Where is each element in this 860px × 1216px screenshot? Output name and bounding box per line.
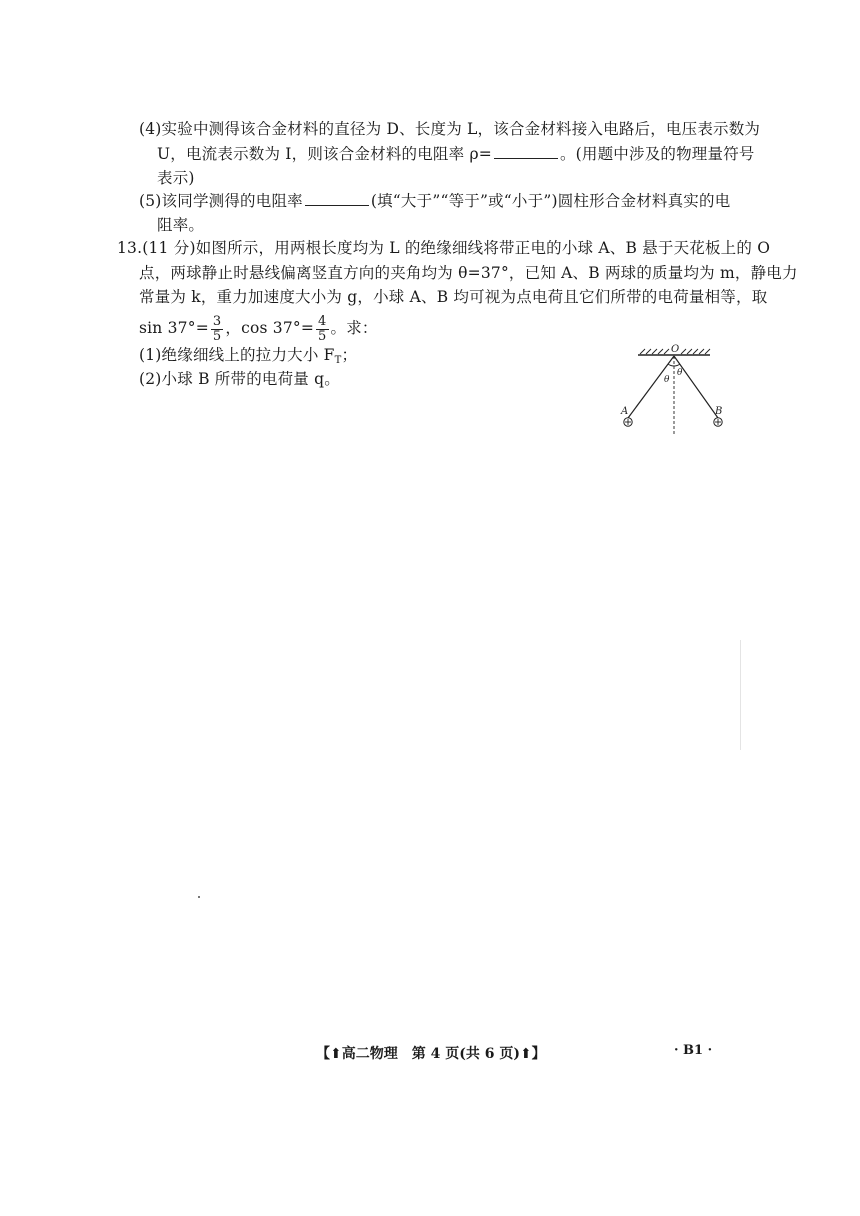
q12-part4-line3 bbox=[157, 167, 195, 189]
sin-fraction bbox=[211, 315, 223, 344]
thread-a bbox=[628, 356, 674, 418]
q12-part4-text2b: 。(用题中涉及的物理量符号 bbox=[559, 145, 755, 163]
cos-numerator: 4 bbox=[318, 313, 327, 329]
page-code: · B1 · bbox=[674, 1043, 713, 1058]
q13-sub2 bbox=[139, 368, 340, 390]
thread-b bbox=[674, 356, 718, 418]
cos-denominator: 5 bbox=[318, 328, 327, 344]
page-footer: 【⬆高二物理 第 4 页(共 6 页)⬆】 bbox=[316, 1046, 546, 1062]
q13-sub1-text: (1)绝缘细线上的拉力大小 F bbox=[139, 346, 335, 364]
sin-numerator: 3 bbox=[212, 313, 222, 329]
q12-part4-text1: (4)实验中测得该合金材料的直径为 D、长度为 L，该合金材料接入电路后，电压表示数为 bbox=[139, 120, 761, 138]
label-theta-right: θ bbox=[677, 368, 683, 378]
q13-sub2-text: (2)小球 B 所带的电荷量 q。 bbox=[139, 370, 340, 388]
q12-part5-text2: 阻率。 bbox=[157, 216, 205, 234]
pendulum-figure bbox=[614, 340, 724, 440]
q12-part5-text1a: (5)该同学测得的电阻率 bbox=[139, 192, 303, 210]
sin-label: sin 37°= bbox=[139, 319, 209, 337]
cos-fraction bbox=[316, 315, 328, 344]
ball-b bbox=[714, 418, 722, 426]
label-b: B bbox=[715, 406, 723, 417]
q13-sub1-end: ； bbox=[341, 346, 358, 364]
q13-text1: 13.(11 分)如图所示，用两根长度均为 L 的绝缘细线将带正电的小球 A、B 悬于天花板上的 O bbox=[117, 239, 771, 257]
q12-part5-line2 bbox=[157, 214, 204, 236]
q12-part4-text2a: U，电流表示数为 I，则该合金材料的电阻率 ρ= bbox=[157, 145, 492, 163]
comparison-answer-blank[interactable] bbox=[305, 191, 369, 206]
ball-a bbox=[624, 418, 632, 426]
q13-line1 bbox=[117, 237, 770, 259]
ask-text: 。求： bbox=[330, 319, 378, 337]
q12-part5-line1 bbox=[139, 190, 730, 212]
label-a: A bbox=[621, 406, 629, 417]
q13-text2: 点，两球静止时悬线偏离竖直方向的夹角均为 θ=37°，已知 A、B 两球的质量均为 m，静电力 bbox=[139, 264, 798, 282]
q13-trig-line bbox=[139, 313, 378, 344]
q12-part4-line1 bbox=[139, 118, 760, 140]
sin-denominator: 5 bbox=[212, 328, 222, 344]
scan-edge-mark bbox=[740, 640, 741, 750]
q12-part4-line2 bbox=[157, 143, 755, 165]
q13-line3 bbox=[139, 286, 767, 308]
cos-label: ，cos 37°= bbox=[225, 319, 315, 337]
q13-line2 bbox=[139, 262, 798, 284]
label-theta-left: θ bbox=[664, 375, 670, 385]
angle-arc-left bbox=[668, 364, 674, 366]
angle-arc-right bbox=[674, 364, 680, 366]
q12-part5-text1b: (填“大于”“等于”或“小于”)圆柱形合金材料真实的电 bbox=[370, 192, 731, 210]
label-o: O bbox=[671, 344, 680, 355]
q13-text3: 常量为 k，重力加速度大小为 g，小球 A、B 均可视为点电荷且它们所带的电荷量相等，取 bbox=[139, 288, 768, 306]
q13-sub1-subscript: T bbox=[334, 355, 342, 366]
scan-speck bbox=[198, 896, 200, 898]
resistivity-answer-blank[interactable] bbox=[494, 144, 558, 159]
q12-part4-text3: 表示) bbox=[157, 169, 195, 187]
